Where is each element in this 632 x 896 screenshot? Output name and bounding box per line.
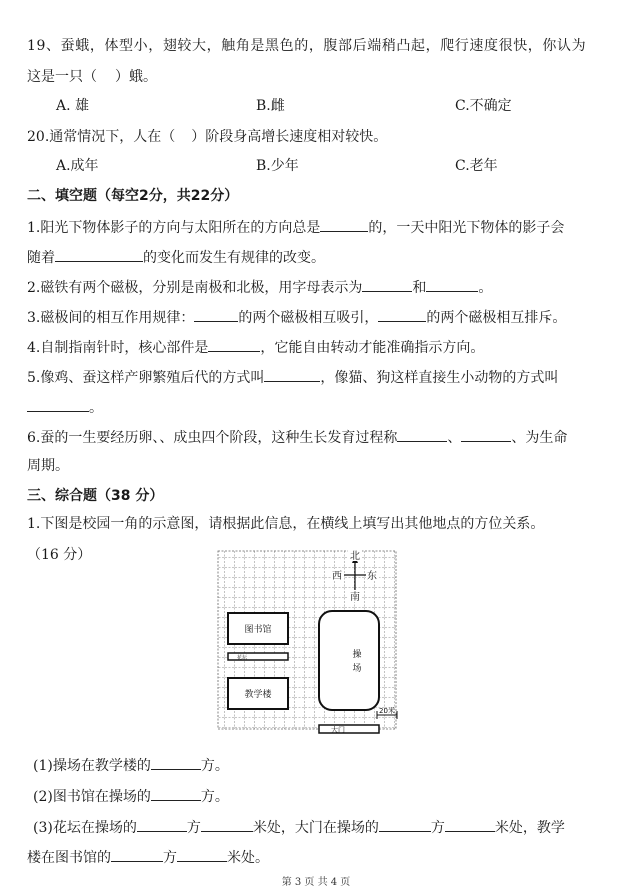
q20-post: ）阶段身高增长速度相对较快。 (191, 129, 388, 145)
q20-option-a[interactable]: A.成年 (56, 158, 99, 174)
s2-q1-text-a: 1.阳光下物体影子的方向与太阳所在的方向总是 (27, 220, 321, 236)
s2-q5-line2 (27, 396, 103, 418)
playground-label-2: 场 (352, 664, 362, 674)
s3-sub3-blank3[interactable] (379, 816, 431, 832)
s3-sub3-blank4[interactable] (445, 816, 495, 832)
scale-label: 20米 (379, 707, 395, 715)
compass-west: 西 (332, 571, 342, 582)
s2-q2-blank2[interactable] (426, 276, 478, 292)
s3-q1-intro: 1.下图是校园一角的示意图，请根据此信息，在横线上填写出其他地点的方位关系。 (27, 516, 545, 532)
s2-q6-text-c: 、为生命 (511, 430, 568, 446)
q19-option-c[interactable]: C.不确定 (455, 98, 512, 114)
s2-q6-text-b: 、 (447, 430, 462, 446)
q19-line2-pre: 这是一只（ (27, 69, 97, 85)
compass-south: 南 (350, 592, 360, 603)
q19-option-a[interactable]: A. 雄 (56, 98, 90, 114)
q20-option-b[interactable]: B.少年 (256, 158, 299, 174)
s3-sub3-text-h: 米处。 (227, 850, 269, 866)
s2-q1-line2 (27, 246, 325, 268)
s3-sub3-text-b: 方 (186, 820, 201, 836)
s2-q1-blank2[interactable] (55, 246, 143, 262)
s3-sub2-blank[interactable] (151, 785, 201, 801)
library-label: 图书馆 (244, 625, 272, 635)
s2-q6-line2: 周期。 (27, 458, 69, 474)
s3-sub3-blank1[interactable] (137, 816, 187, 832)
compass-north: 北 (350, 551, 360, 562)
campus-map (214, 547, 400, 736)
s2-q3-text-b: 的两个磁极相互吸引， (238, 310, 379, 326)
q20-pre: 20.通常情况下，人在（ (27, 129, 176, 145)
s3-sub2-text-a: (2)图书馆在操场的 (33, 789, 151, 805)
s2-q5-text-a: 5.像鸡、蚕这样产卵繁殖后代的方式叫 (27, 370, 265, 386)
s2-q4-text-a: 4.自制指南针时，核心部件是 (27, 340, 209, 356)
s3-sub3-text-d: 方 (430, 820, 445, 836)
s2-q2-text-b: 和 (412, 280, 427, 296)
s2-q2-text-c: 。 (478, 280, 493, 296)
teaching-building-label: 教学楼 (244, 690, 272, 700)
s2-q3-blank2[interactable] (378, 306, 426, 322)
q20-option-c[interactable]: C.老年 (455, 158, 498, 174)
s3-sub3-blank6[interactable] (177, 846, 227, 862)
s2-q3-blank1[interactable] (194, 306, 238, 322)
s2-q2-blank1[interactable] (362, 276, 412, 292)
s3-q1-points: （16 分） (27, 547, 92, 563)
section3-heading: 三、综合题（38 分） (27, 488, 164, 504)
s3-sub3-blank5[interactable] (111, 846, 163, 862)
s3-sub1-blank[interactable] (151, 754, 201, 770)
s2-q1-text-d: 的变化而发生有规律的改变。 (143, 250, 325, 266)
school-gate (319, 725, 379, 733)
s3-sub3-text-g: 方 (163, 850, 177, 866)
s2-q6-text-a: 6.蚕的一生要经历卵、、成虫四个阶段，这种生长发育过程称 (27, 430, 398, 446)
playground-label-1: 操 (352, 650, 362, 660)
s2-q1-blank1[interactable] (320, 216, 368, 232)
q19-line1: 19、蚕蛾，体型小，翅较大，触角是黑色的，腹部后端稍凸起，爬行速度很快，你认为 (27, 38, 587, 54)
s3-sub1-line (33, 754, 229, 776)
q19-line2 (27, 66, 157, 87)
s2-q5-blank2[interactable] (27, 396, 89, 412)
q20-answer-blank[interactable] (175, 126, 191, 141)
s3-sub2-text-b: 方。 (200, 789, 229, 805)
playground (319, 611, 379, 710)
s2-q3-text-c: 的两个磁极相互排斥。 (426, 310, 567, 326)
q19-option-b[interactable]: B.雌 (256, 98, 285, 114)
s2-q5-blank1[interactable] (264, 366, 320, 382)
s3-sub3-text-f: 楼在图书馆的 (27, 850, 111, 866)
s3-sub3-line2 (27, 846, 269, 868)
s3-sub1-text-b: 方。 (200, 758, 229, 774)
s3-sub1-text-a: (1)操场在教学楼的 (33, 758, 151, 774)
s2-q4-blank[interactable] (208, 336, 260, 352)
s3-sub3-text-a: (3)花坛在操场的 (33, 820, 137, 836)
s2-q4-line (27, 336, 484, 358)
compass-east: 东 (367, 571, 377, 582)
q20-line (27, 126, 387, 147)
s2-q2-text-a: 2.磁铁有两个磁极，分别是南极和北极，用字母表示为 (27, 280, 363, 296)
s2-q1-text-b: 的，一天中阳光下物体的影子会 (368, 220, 565, 236)
s2-q5-text-b: ，像猫、狗这样直接生小动物的方式叫 (320, 370, 559, 386)
q19-answer-blank[interactable] (97, 66, 115, 81)
q19-line2-post: ）蛾。 (115, 69, 157, 85)
section2-heading: 二、填空题（每空2分，共22分） (27, 188, 239, 204)
s3-sub3-line1 (33, 816, 565, 838)
s2-q4-text-b: ，它能自由转动才能准确指示方向。 (260, 340, 485, 356)
page-footer: 第 3 页 共 4 页 (281, 877, 351, 888)
flowerbed-label: 花坛 (236, 655, 248, 661)
s3-sub3-text-c: 米处，大门在操场的 (252, 820, 379, 836)
s2-q1-text-c: 随着 (27, 250, 55, 266)
s3-sub3-blank2[interactable] (201, 816, 253, 832)
s2-q1-line1 (27, 216, 564, 238)
s2-q6-blank1[interactable] (397, 426, 447, 442)
s2-q3-text-a: 3.磁极间的相互作用规律： (27, 310, 195, 326)
gate-label: 大门 (331, 726, 345, 734)
s3-sub3-text-e: 米处，教学 (494, 820, 565, 836)
s2-q6-line1 (27, 426, 567, 448)
s2-q2-line (27, 276, 492, 298)
s3-sub2-line (33, 785, 229, 807)
s2-q3-line (27, 306, 566, 328)
s2-q5-text-c: 。 (89, 400, 103, 416)
s2-q6-blank2[interactable] (461, 426, 511, 442)
s2-q5-line1 (27, 366, 558, 388)
